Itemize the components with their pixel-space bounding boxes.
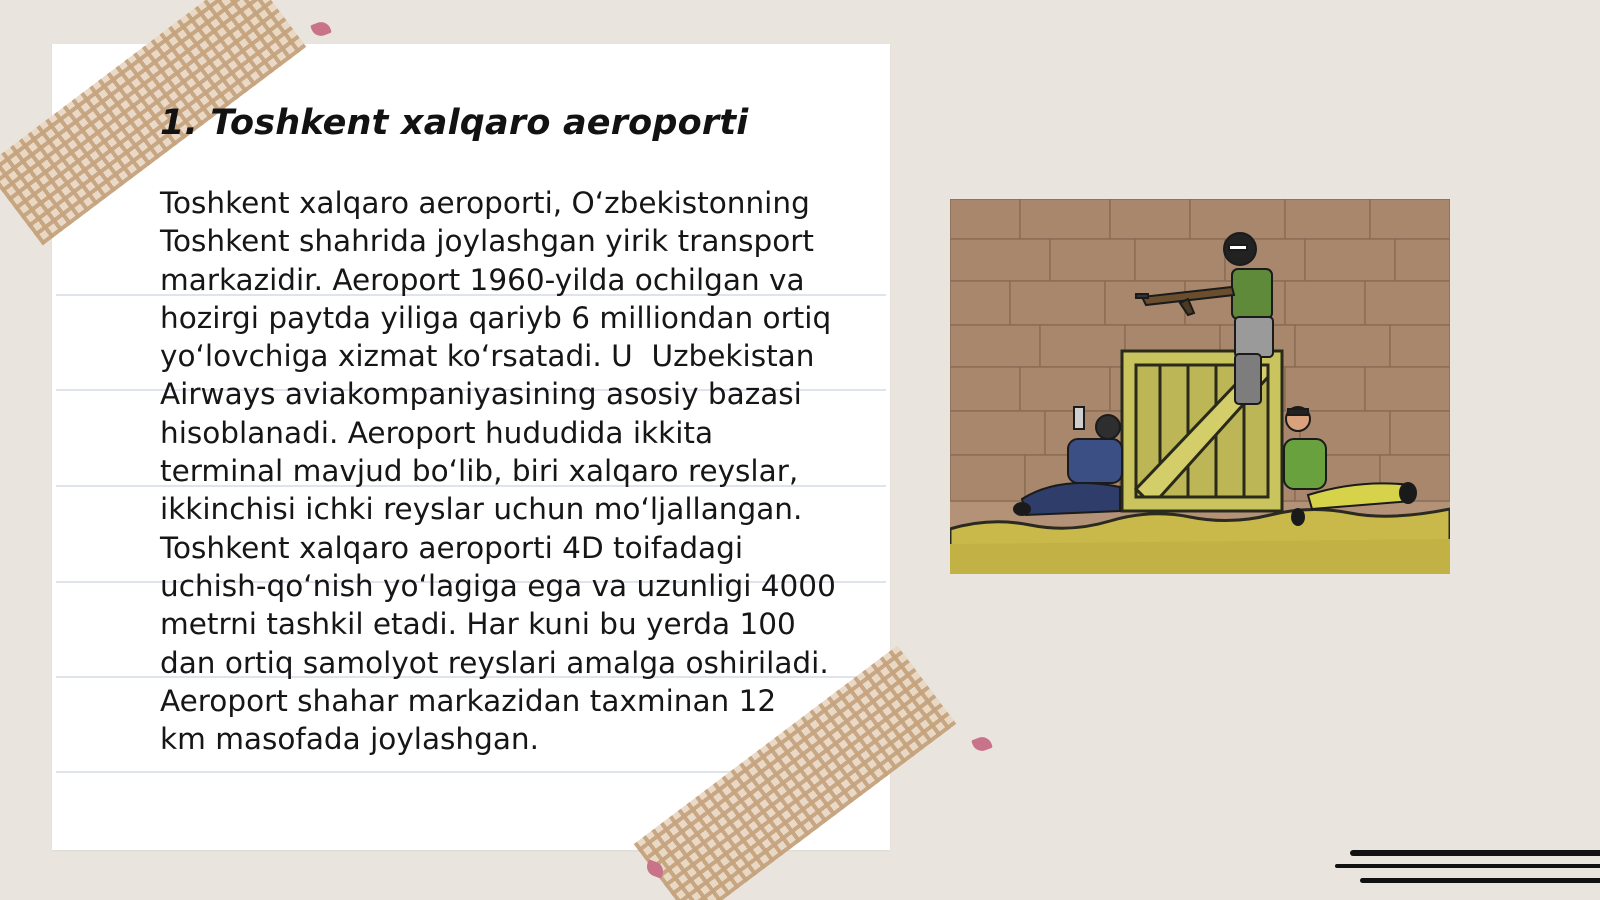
- body-line: yo‘lovchiga xizmat ko‘rsatadi. U Uzbekistan: [160, 339, 815, 374]
- brush-stroke-decoration: [1360, 878, 1600, 883]
- tape-tab: [310, 19, 332, 38]
- body-line: Toshkent shahrida joylashgan yirik transport: [160, 224, 814, 259]
- body-line: ikkinchisi ichki reyslar uchun mo‘ljallangan.: [160, 492, 803, 527]
- body-line: Toshkent xalqaro aeroporti 4D toifadagi: [160, 530, 744, 565]
- brush-stroke-decoration: [1335, 864, 1600, 868]
- body-line: hisoblanadi. Aeroport hududida ikkita: [160, 415, 714, 450]
- tape-tab: [971, 734, 993, 753]
- body-line: uchish-qo‘nish yo‘lagiga ega va uzunligi 4000: [160, 568, 836, 603]
- cartoon-illustration: [950, 199, 1450, 574]
- body-line: terminal mavjud bo‘lib, biri xalqaro reyslar,: [160, 454, 799, 489]
- body-line: dan ortiq samolyot reyslari amalga oshiriladi.: [160, 645, 829, 680]
- body-line: metrni tashkil etadi. Har kuni bu yerda 100: [160, 607, 796, 642]
- body-line: hozirgi paytda yiliga qariyb 6 milliondan ortiq: [160, 300, 832, 335]
- slide-body-text: [160, 184, 840, 758]
- body-line: Toshkent xalqaro aeroporti, O‘zbekistonning: [160, 186, 810, 220]
- slide-title: 1. Toshkent xalqaro aeroporti: [160, 103, 749, 143]
- body-line: Aeroport shahar markazidan taxminan 12: [160, 683, 777, 718]
- brush-stroke-decoration: [1350, 850, 1600, 856]
- body-line: markazidir. Aeroport 1960-yilda ochilgan va: [160, 262, 805, 297]
- body-line: km masofada joylashgan.: [160, 722, 539, 757]
- body-line: Airways aviakompaniyasining asosiy bazasi: [160, 377, 802, 412]
